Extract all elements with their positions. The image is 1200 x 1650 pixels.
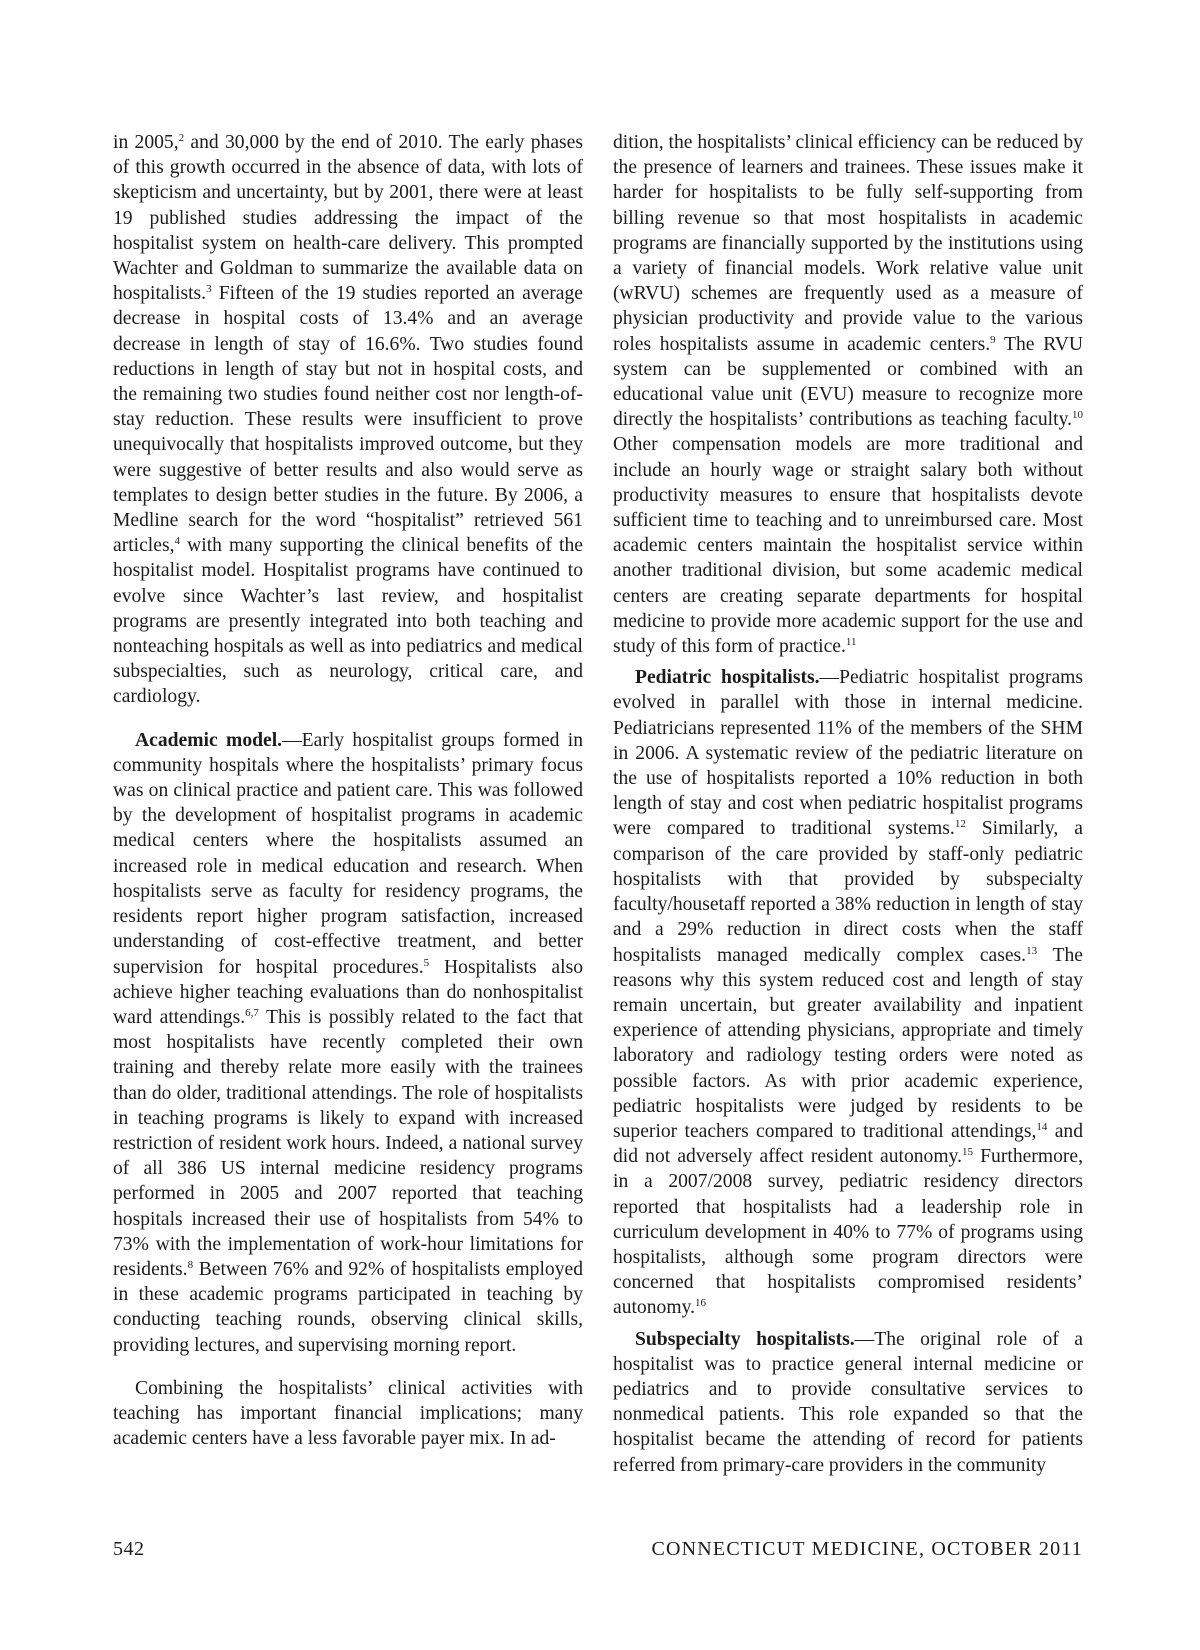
- text-run: Similarly, a comparison of the care provided by staff-only pediatric hospitalists with that provided by subspecialty faculty/housetaff reported a 38% reduction in length of stay and a 29% reduction in direct costs when the staff hospitalists managed medically complex cases.: [613, 818, 1083, 966]
- text-run: —Pediatric hospitalist programs evolved in parallel with those in internal medicine. Pediatricians represented 11% of the members of the SHM in 2006. A systematic review of the pediatric literature on the use of hospitalists reported a 10% reduction in both length of stay and cost when pediatric hospitalist programs were compared to traditional systems.: [613, 667, 1084, 840]
- citation-16: 16: [695, 1297, 706, 1310]
- paragraph-hospitalist-growth: [113, 130, 583, 710]
- text-run: Other compensation models are more traditional and include an hourly wage or straight salary both without productivity measures to ensure that hospitalists devote sufficient time to teaching and to unreimbursed care. Most academic centers maintain the hospitalist service within another traditional division, but some academic medical centers are creating separate departments for hospital medicine to provide more academic support for the use and study of this form of practice.: [613, 434, 1083, 658]
- citation-3: 3: [206, 283, 212, 296]
- paragraph-pediatric-hospitalists: [613, 665, 1083, 1320]
- text-run: Combining the hospitalists’ clinical activities with teaching has important financial implications; many academic centers have a less favorable payer mix. In ad-: [113, 1377, 583, 1450]
- paragraph-academic-model: [113, 728, 583, 1358]
- section-heading-subspecialty-hospitalists: Subspecialty hospitalists.: [635, 1328, 855, 1350]
- text-run: dition, the hospitalists’ clinical efficiency can be reduced by the presence of learners and trainees. These issues make it harder for hospitalists to be fully self-supporting from billing revenue so that most hospitalists in academic programs are financially supported by the institutions using a variety of financial models. Work relative value unit (wRVU) schemes are frequently used as a measure of physician productivity and provide value to the various roles hospitalists assume in academic centers.: [613, 132, 1083, 355]
- text-run: This is possibly related to the fact that most hospitalists have recently completed their own training and thereby relate more easily with the trainees than do older, traditional attendings. The role of hospitalists in teaching programs is likely to expand with increased restriction of resident work hours. Indeed, a national survey of all 386 US internal medicine residency programs performed in 2005 and 2007 reported that teaching hospitals increased their use of hospitalists from 54% to 73% with the implementation of work-hour limitations for residents.: [113, 1006, 583, 1280]
- paragraph-financial-implications: [113, 1376, 583, 1452]
- right-column: [613, 130, 1083, 1478]
- citation-6-7: 6,7: [245, 1006, 259, 1019]
- text-run: Hospitalists also achieve higher teaching evaluations than do nonhospitalist ward attendings.: [113, 956, 583, 1028]
- text-run: and 30,000 by the end of 2010. The early phases of this growth occurred in the absence of data, with lots of skepticism and uncertainty, but by 2001, there were at least 19 published studies addressing the impact of the hospitalist system on health-care delivery. This prompted Wachter and Goldman to summarize the available data on hospitalists.: [113, 132, 583, 305]
- citation-9: 9: [990, 333, 996, 346]
- journal-running-footer: CONNECTICUT MEDICINE, OCTOBER 2011: [651, 1538, 1083, 1560]
- text-run: The RVU system can be supplemented or combined with an educational value unit (EVU) measure to recognize more directly the hospitalists’ contributions as teaching faculty.: [613, 333, 1083, 431]
- text-run: in 2005,: [113, 132, 179, 153]
- citation-13: 13: [1026, 944, 1038, 957]
- text-run: —The original role of a hospitalist was to practice general internal medicine or pediatrics and to provide consultative services to nonmedical patients. This role expanded so that the hospitalist became the attending of record for patients referred from primary-care providers in the community: [613, 1328, 1084, 1476]
- section-heading-pediatric-hospitalists: Pediatric hospitalists.: [635, 667, 820, 689]
- citation-10: 10: [1072, 409, 1083, 422]
- text-run: The reasons why this system reduced cost and length of stay remain uncertain, but greater availability and inpatient experience of attending physicians, appropriate and timely laboratory and radiology testing orders were noted as possible factors. As with prior academic experience, pediatric hospitalists were judged by residents to be superior teachers compared to traditional attendings,: [613, 944, 1083, 1142]
- page-number: 542: [113, 1538, 145, 1560]
- text-run: —Early hospitalist groups formed in community hospitals where the hospitalists’ primary focus was on clinical practice and patient care. This was followed by the development of hospitalist programs in academic medical centers where the hospitalists assumed an increased role in medical education and research. When hospitalists serve as faculty for residency programs, the residents report higher program satisfaction, increased understanding of cost-effective treatment, and better supervision for hospital procedures.: [113, 729, 583, 978]
- citation-4: 4: [174, 535, 180, 548]
- text-run: with many supporting the clinical benefits of the hospitalist model. Hospitalist programs have continued to evolve since Wachter’s last review, and hospitalist programs are presently integrated into both teaching and nonteaching hospitals as well as into pediatrics and medical subspecialties, such as neurology, critical care, and cardiology.: [113, 535, 583, 708]
- citation-11: 11: [845, 636, 857, 649]
- paragraph-financial-models: [613, 130, 1083, 659]
- citation-14: 14: [1036, 1120, 1048, 1133]
- citation-15: 15: [962, 1146, 974, 1159]
- paragraph-subspecialty-hospitalists: [613, 1327, 1083, 1478]
- citation-8: 8: [187, 1258, 194, 1271]
- citation-2: 2: [178, 132, 185, 144]
- citation-5: 5: [423, 956, 430, 969]
- section-heading-academic-model: Academic model.: [135, 729, 283, 751]
- citation-12: 12: [954, 818, 966, 831]
- left-column: [113, 130, 583, 1451]
- text-run: Fifteen of the 19 studies reported an average decrease in hospital costs of 13.4% and an average decrease in length of stay of 16.6%. Two studies found reductions in length of stay but not in hospital costs, and the remaining two studies found neither cost nor length-of-stay reduction. These results were insufficient to prove unequivocally that hospitalists improved outcome, but they were suggestive of better results and also would serve as templates to design better studies in the future. By 2006, a Medline search for the word “hospitalist” retrieved 561 articles,: [113, 283, 583, 557]
- text-run: Between 76% and 92% of hospitalists employed in these academic programs participated in teaching by conducting teaching rounds, observing clinical skills, providing lectures, and supervising morning report.: [113, 1258, 583, 1356]
- text-run: Furthermore, in a 2007/2008 survey, pediatric residency directors reported that hospitalists had a leadership role in curriculum development in 40% to 77% of programs using hospitalists, although some program directors were concerned that hospitalists compromised residents’ autonomy.: [613, 1146, 1083, 1319]
- text-run: and did not adversely affect resident autonomy.: [613, 1120, 1083, 1168]
